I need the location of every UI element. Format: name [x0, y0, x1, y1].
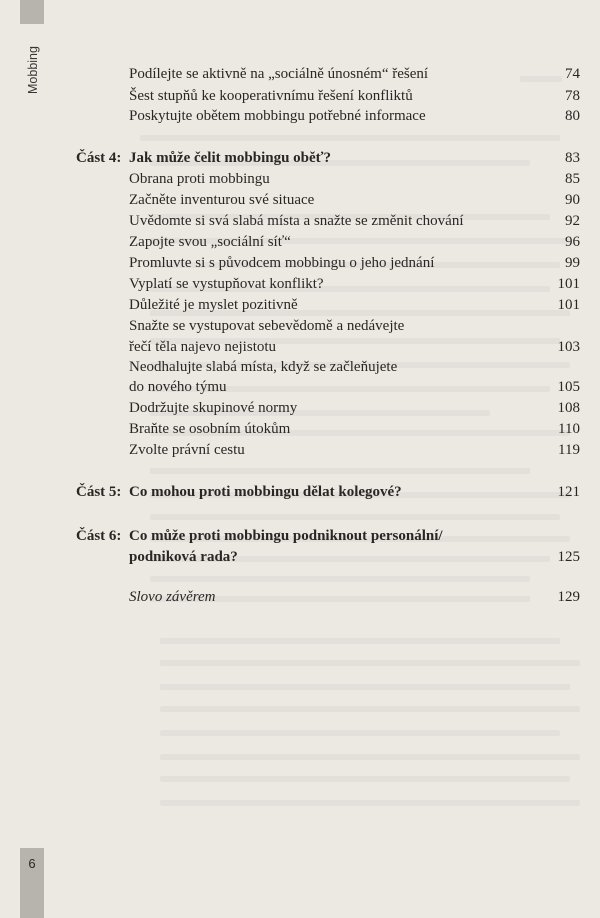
- toc-entry: [0, 419, 600, 439]
- toc-entry-title: Podílejte se aktivně na „sociálně únosném“ řešení: [129, 66, 429, 82]
- toc-entry: [0, 211, 600, 231]
- toc-part-heading: [0, 526, 600, 546]
- toc-entry-page: 101: [557, 276, 580, 292]
- toc-entry-title: Uvědomte si svá slabá místa a snažte se změnit chování: [129, 213, 464, 229]
- toc-entry-closing: [0, 587, 600, 607]
- toc-entry: [0, 357, 600, 377]
- toc-entry-page: 78: [565, 88, 580, 104]
- toc-entry: [0, 169, 600, 189]
- toc-part-heading-continued: [0, 547, 600, 567]
- toc-entry-title: Neodhalujte slabá místa, když se začleňujete: [129, 359, 398, 375]
- toc-entry-title: Slovo závěrem: [129, 589, 216, 605]
- toc-part-label: Část 6:: [76, 528, 122, 544]
- toc-entry-title: Vyplatí se vystupňovat konflikt?: [129, 276, 324, 292]
- toc-entry: [0, 190, 600, 210]
- toc-part-title: Jak může čelit mobbingu oběť?: [129, 150, 331, 166]
- toc-entry: [0, 253, 600, 273]
- toc-entry-page: 108: [557, 400, 580, 416]
- toc-entry-title: Zapojte svou „sociální síť“: [129, 234, 291, 250]
- toc-entry-page: 96: [565, 234, 580, 250]
- toc-part-title: podniková rada?: [129, 549, 238, 565]
- toc-entry-page: 83: [565, 150, 580, 166]
- toc-entry: [0, 86, 600, 106]
- toc-entry-page: 125: [557, 549, 580, 565]
- toc-part-heading: [0, 148, 600, 168]
- margin-tab: [20, 0, 44, 24]
- toc-entry: [0, 295, 600, 315]
- toc-entry-page: 110: [558, 421, 580, 437]
- toc-entry-page: 80: [565, 108, 580, 124]
- toc-part-title: Co může proti mobbingu podniknout personální/: [129, 528, 443, 544]
- toc-entry-page: 121: [557, 484, 580, 500]
- toc-entry-title: Snažte se vystupovat sebevědomě a nedávejte: [129, 318, 405, 334]
- toc-part-heading: [0, 482, 600, 502]
- running-title: Mobbing: [26, 46, 40, 94]
- toc-entry: [0, 440, 600, 460]
- toc-entry-title: Promluvte si s původcem mobbingu o jeho jednání: [129, 255, 435, 271]
- toc-entry-page: 85: [565, 171, 580, 187]
- toc-entry: [0, 337, 600, 357]
- toc-entry-title: řečí těla najevo nejistotu: [129, 339, 277, 355]
- toc-part-title: Co mohou proti mobbingu dělat kolegové?: [129, 484, 402, 500]
- toc-entry-title: Obrana proti mobbingu: [129, 171, 270, 187]
- toc-entry: [0, 316, 600, 336]
- toc-entry-page: 119: [558, 442, 580, 458]
- toc-entry-title: Šest stupňů ke kooperativnímu řešení konfliktů: [129, 88, 413, 104]
- toc-entry: [0, 232, 600, 252]
- toc-entry: [0, 64, 600, 84]
- toc-entry-page: 105: [557, 379, 580, 395]
- toc-entry-title: do nového týmu: [129, 379, 227, 395]
- toc-entry: [0, 274, 600, 294]
- page-number: 6: [28, 856, 36, 871]
- toc-entry-page: 101: [557, 297, 580, 313]
- toc-part-label: Část 4:: [76, 150, 122, 166]
- toc-entry: [0, 398, 600, 418]
- toc-entry-page: 103: [557, 339, 580, 355]
- toc-entry-title: Zvolte právní cestu: [129, 442, 245, 458]
- toc-entry-title: Poskytujte obětem mobbingu potřebné informace: [129, 108, 426, 124]
- toc-entry-page: 90: [565, 192, 580, 208]
- toc-entry-page: 129: [557, 589, 580, 605]
- toc-entry: [0, 106, 600, 126]
- toc-entry-page: 99: [565, 255, 580, 271]
- toc-entry-page: 74: [565, 66, 580, 82]
- toc-part-label: Část 5:: [76, 484, 122, 500]
- toc-entry-title: Dodržujte skupinové normy: [129, 400, 298, 416]
- toc-entry: [0, 377, 600, 397]
- toc-entry-title: Začněte inventurou své situace: [129, 192, 315, 208]
- toc-entry-page: 92: [565, 213, 580, 229]
- toc-entry-title: Braňte se osobním útokům: [129, 421, 291, 437]
- toc-entry-title: Důležité je myslet pozitivně: [129, 297, 298, 313]
